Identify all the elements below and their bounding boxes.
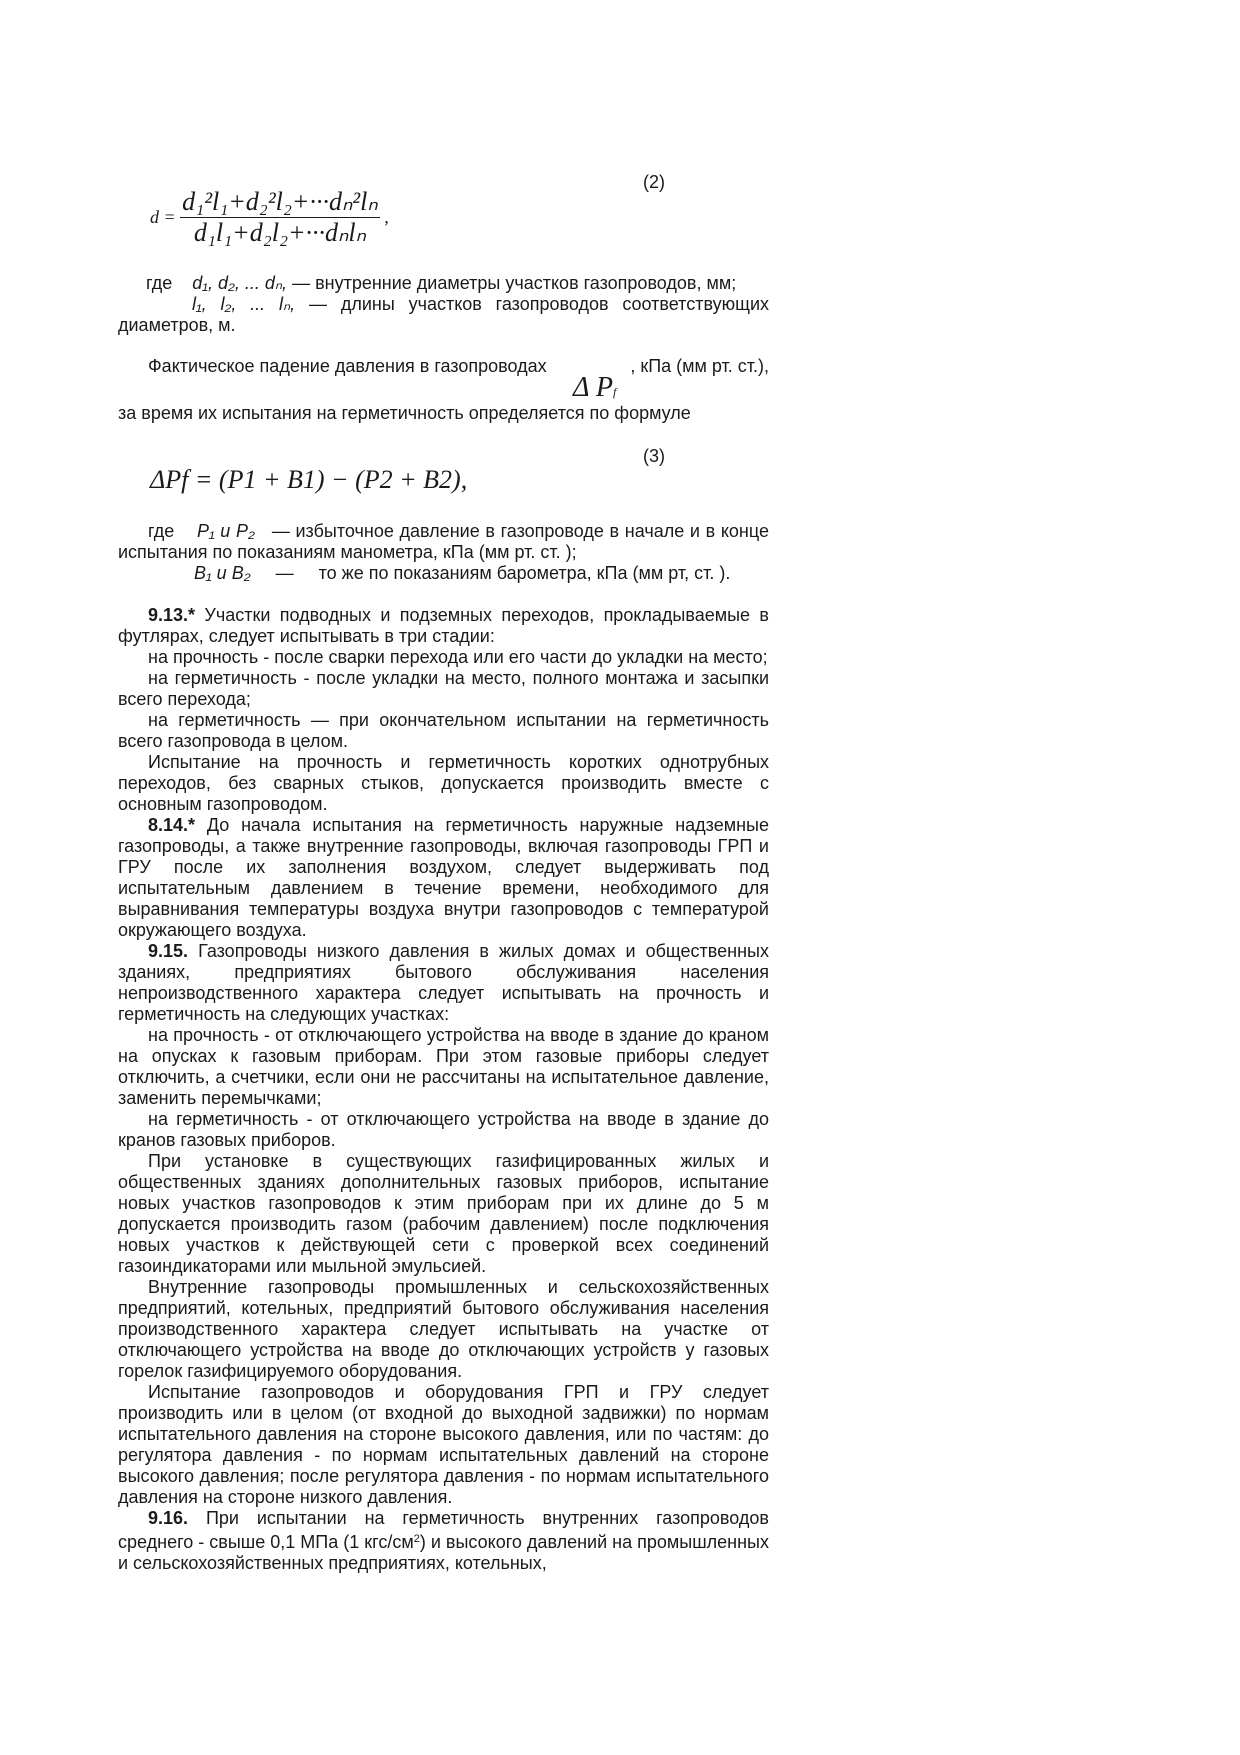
actual-drop-text: Фактическое падение давления в газопроводах [148,356,547,376]
body-text [118,605,769,1574]
actual-drop-unit: , кПа (мм рт. ст.), [630,356,769,376]
paragraph: на герметичность - от отключающего устройства на вводе в здание до кранов газовых приборов. [118,1109,769,1150]
equation-2-number: (2) [643,172,665,192]
equation-2-numerator: d₁²l₁+d₂²l₂+···dₙ²lₙ [182,187,378,216]
paragraph: Внутренние газопроводы промышленных и сельскохозяйственных предприятий, котельных, предприятий бытового обслуживания населения производственного характера следует испытывать на участке от отключающего устройства на вводе до отключающих устройств у газовых горелок газифицируемого оборудования. [118,1277,769,1381]
equation-3: ΔPf = (P1 + B1) − (P2 + B2), [150,465,468,494]
l-symbols: l₁, l₂, ... lₙ, [192,294,296,314]
b-dash: — [275,563,294,583]
paragraph: Испытание на прочность и герметичность коротких однотрубных переходов, без сварных стыков, допускается производить вместе с основным газопроводом. [118,752,769,814]
equation-2-denominator: d₁l₁+d₂l₂+···dₙlₙ [193,218,366,247]
paragraph: на прочность - от отключающего устройства на вводе в здание до краном на опусках к газовым приборам. При этом газовые приборы следует отключить, а счетчики, если они не рассчитаны на испытательное давление, заменить перемычками; [118,1025,769,1108]
definitions-2 [118,521,769,584]
p-symbols: P₁ и P₂ [196,521,255,541]
where-label-2: где [148,521,175,541]
equation-3-number: (3) [643,446,665,466]
definitions-1 [118,273,769,336]
equation-2-fraction [180,188,380,247]
b-symbols: B₁ и B₂ [194,563,251,583]
paragraph: на герметичность - после укладки на место, полного монтажа и засыпки всего перехода; [118,668,769,709]
p-description: — избыточное давление в газопроводе в начале и в конце испытания по показаниям манометра, кПа (мм рт. ст. ); [118,521,769,562]
l-description: — длины участков газопроводов соответствующих диаметров, м. [118,294,769,335]
paragraph: 9.15. Газопроводы низкого давления в жилых домах и общественных зданиях, предприятиях бытового обслуживания населения непроизводственного характера следует испытывать на прочность и герметичность на следующих участках: [118,941,769,1024]
paragraph: При установке в существующих газифицированных жилых и общественных зданиях дополнительных газовых приборов, испытание новых участков газопроводов к этим приборам при их длине до 5 м допускается производить газом (рабочим давлением) после подключения новых участков к действующей сети с проверкой всех соединений газоиндикаторами или мыльной эмульсией. [118,1151,769,1276]
actual-drop-line2: за время их испытания на герметичность определяется по формуле [118,403,691,423]
where-label: где [146,273,173,293]
actual-drop-line [148,356,769,377]
paragraph: Испытание газопроводов и оборудования ГРП и ГРУ следует производить или в целом (от входной до выходной задвижки) по нормам испытательного давления на стороне высокого давления, или по частям: до регулятора давления - по нормам испытательных давлений на стороне высокого давления; после регулятора давления - по нормам испытательного давления на стороне низкого давления. [118,1382,769,1507]
d-symbols: d₁, d₂, ... dₙ, [192,273,288,293]
paragraph: на герметичность — при окончательном испытании на герметичность всего газопровода в целом. [118,710,769,751]
equation-2-lhs: d = [150,207,176,227]
paragraph: 9.13.* Участки подводных и подземных переходов, прокладываемые в футлярах, следует испытывать в три стадии: [118,605,769,646]
paragraph: на прочность - после сварки перехода или его части до укладки на место; [148,647,768,667]
equation-2 [150,188,389,247]
equation-2-trail: , [384,207,389,227]
delta-p-main: Δ P [573,372,614,403]
d-description: — внутренние диаметры участков газопроводов, мм; [292,273,737,293]
b-description: то же по показаниям барометра, кПа (мм рт, ст. ). [318,563,731,583]
delta-p-symbol [573,372,616,404]
paragraph: 9.16. При испытании на герметичность внутренних газопроводов среднего - свыше 0,1 МПа (1 кгс/$см^2$) и высокого давлений на промышленных и сельскохозяйственных предприятиях, котельных, [118,1508,769,1573]
paragraph: 8.14.* До начала испытания на герметичность наружные надземные газопроводы, а также внутренние газопроводы, включая газопроводы ГРП и ГРУ после их заполнения воздухом, следует выдерживать под испытательным давлением в течение времени, необходимого для выравнивания температуры воздуха внутри газопроводов с температурой окружающего воздуха. [118,815,769,940]
delta-p-sub: f [613,385,617,399]
